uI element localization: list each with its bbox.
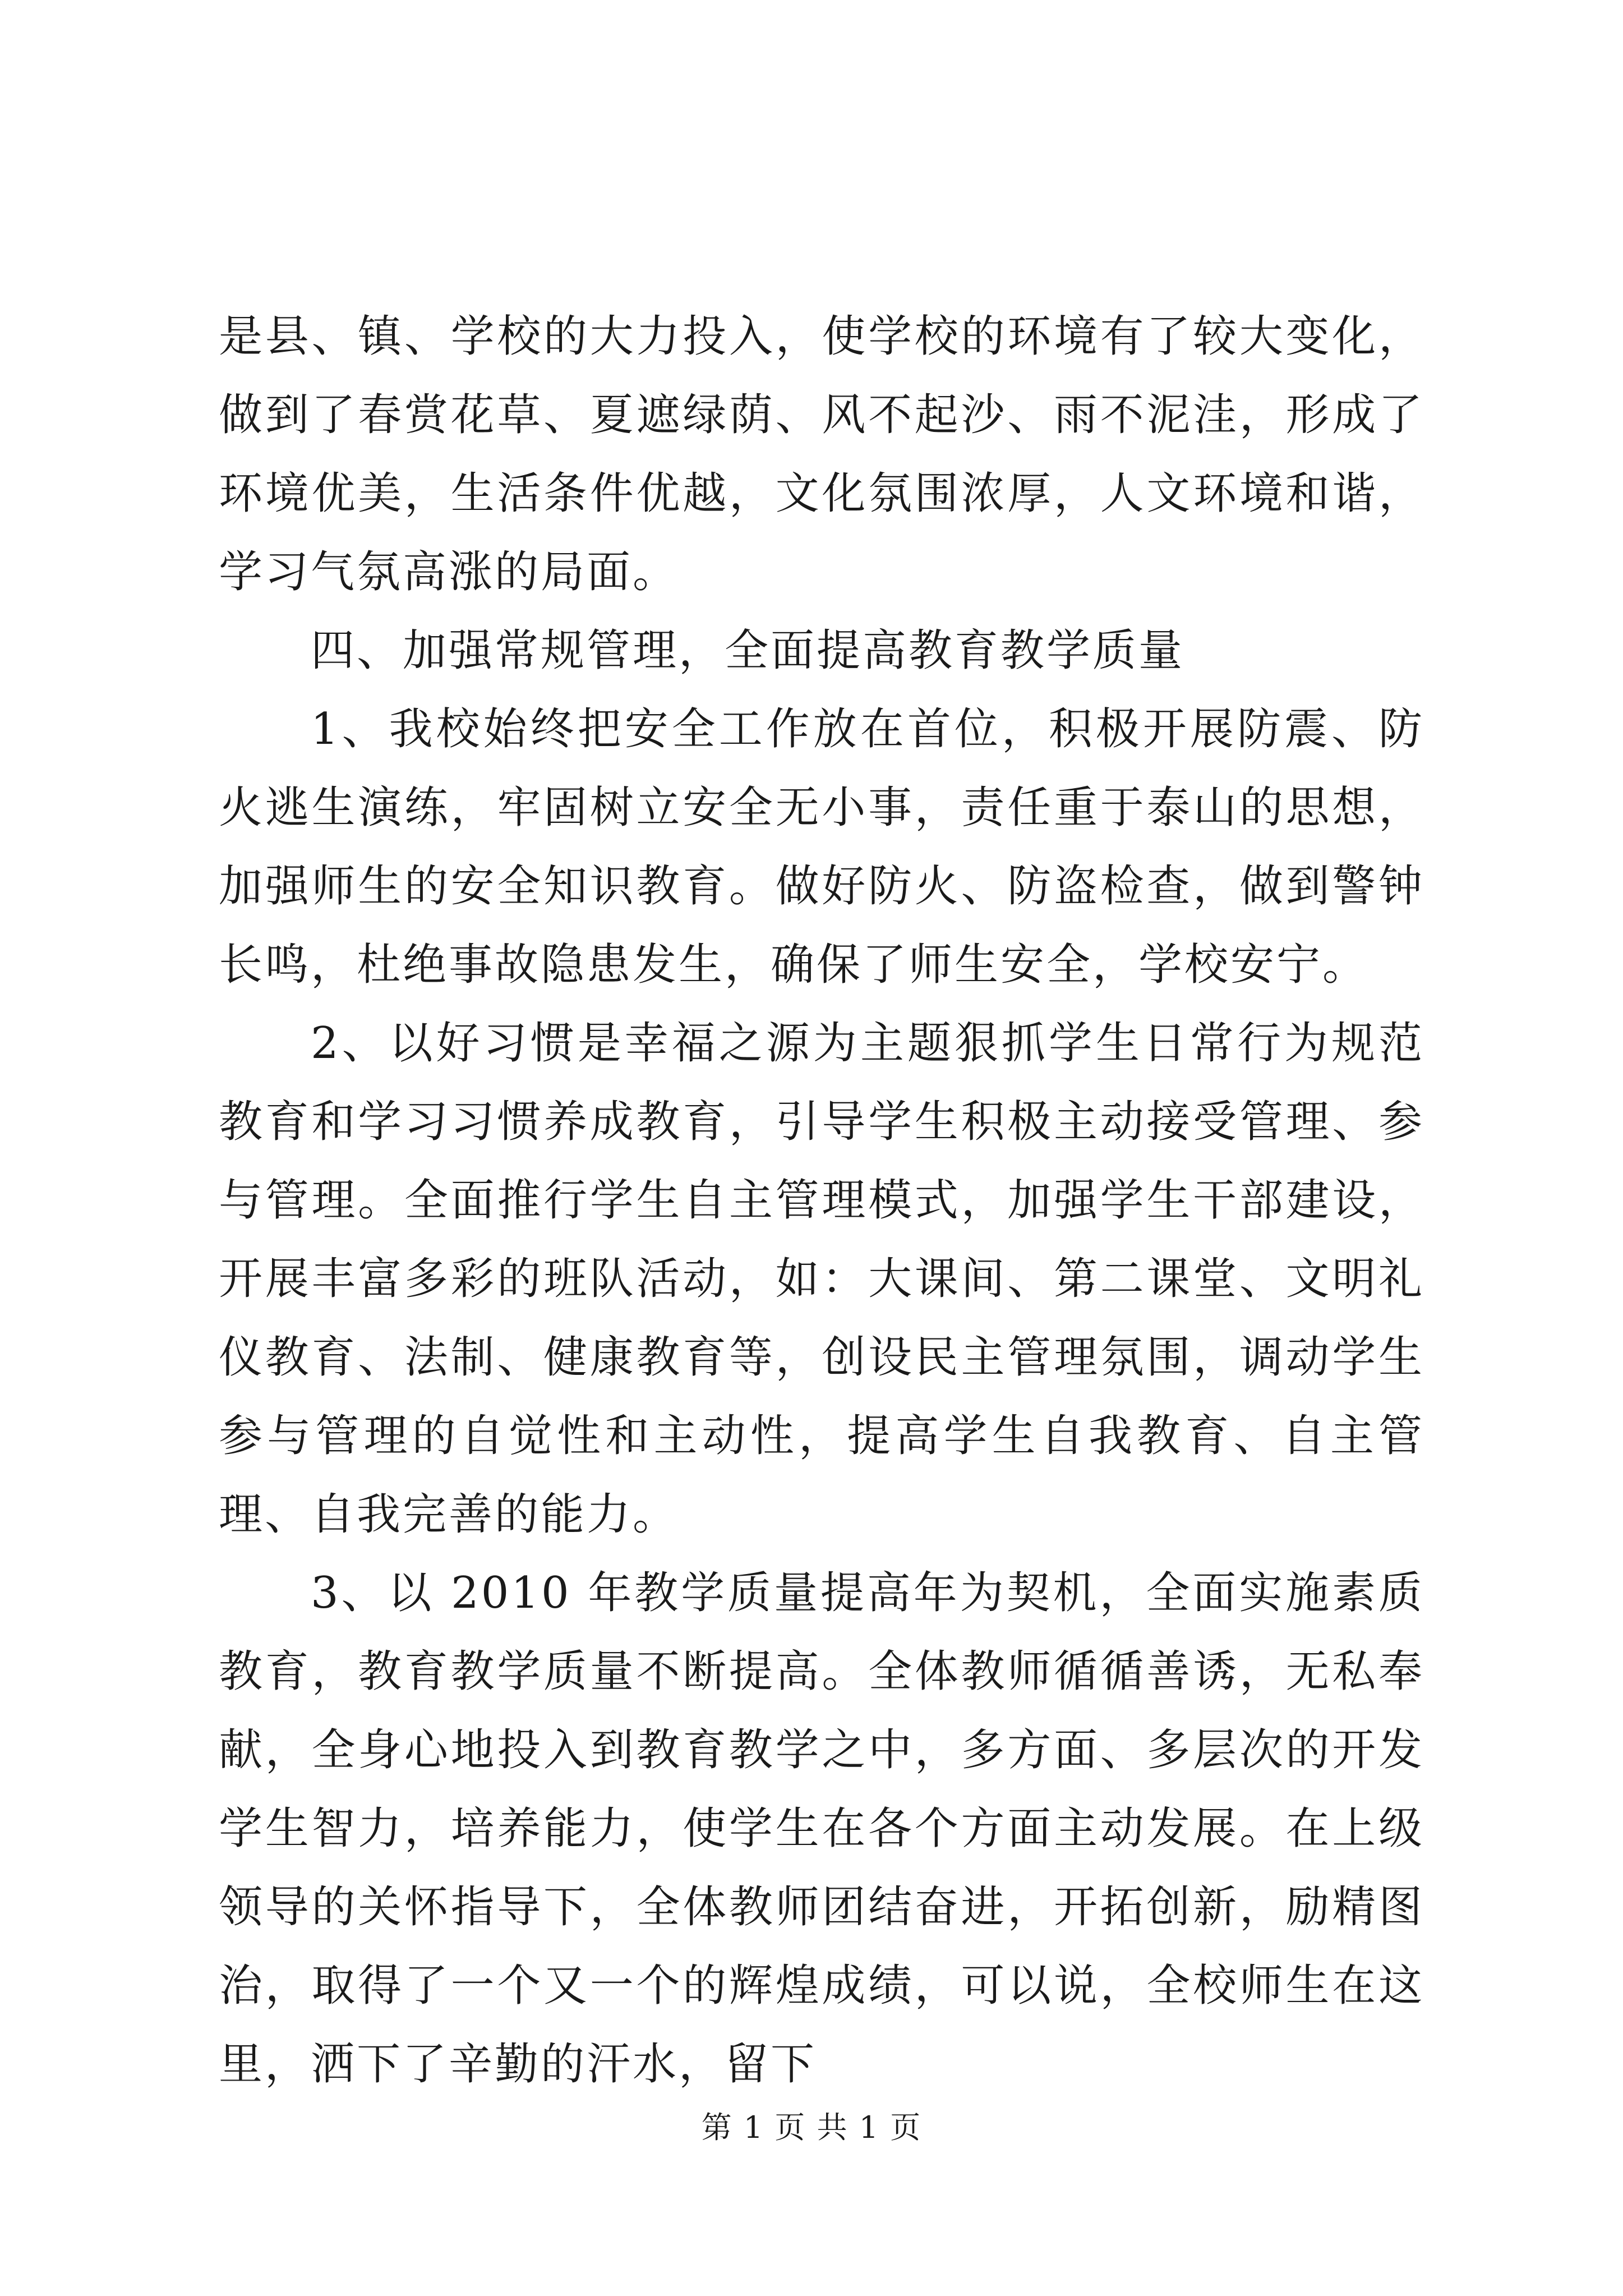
page-number-footer: 第 1 页 共 1 页 <box>701 2110 922 2145</box>
paragraph-habits: 2、以好习惯是幸福之源为主题狠抓学生日常行为规范教育和学习习惯养成教育，引导学生积极主动接受管理、参与管理。全面推行学生自主管理模式，加强学生干部建设，开展丰富多彩的班队活动，如：大课间、第二课堂、文明礼仪教育、法制、健康教育等，创设民主管理氛围，调动学生参与管理的自觉性和主动性，提高学生自我教育、自主管理、自我完善的能力。 <box>219 1018 1424 1540</box>
paragraph-safety: 1、我校始终把安全工作放在首位，积极开展防震、防火逃生演练，牢固树立安全无小事，责任重于泰山的思想，加强师生的安全知识教育。做好防火、防盗检查，做到警钟长鸣，杜绝事故隐患发生，确保了师生安全，学校安宁。 <box>219 704 1424 990</box>
body-text <box>219 297 1424 2104</box>
paragraph-quality: 3、以 2010 年教学质量提高年为契机，全面实施素质教育，教育教学质量不断提高。全体教师循循善诱，无私奉献，全身心地投入到教育教学之中，多方面、多层次的开发学生智力，培养能力，使学生在各个方面主动发展。在上级领导的关怀指导下，全体教师团结奋进，开拓创新，励精图治，取得了一个又一个的辉煌成绩，可以说，全校师生在这里，洒下了辛勤的汗水，留下 <box>219 1568 1424 2090</box>
paragraph-continuation: 是县、镇、学校的大力投入，使学校的环境有了较大变化，做到了春赏花草、夏遮绿荫、风不起沙、雨不泥洼，形成了环境优美，生活条件优越，文化氛围浓厚，人文环境和谐，学习气氛高涨的局面。 <box>219 311 1424 597</box>
section-heading: 四、加强常规管理，全面提高教育教学质量 <box>311 625 1185 676</box>
